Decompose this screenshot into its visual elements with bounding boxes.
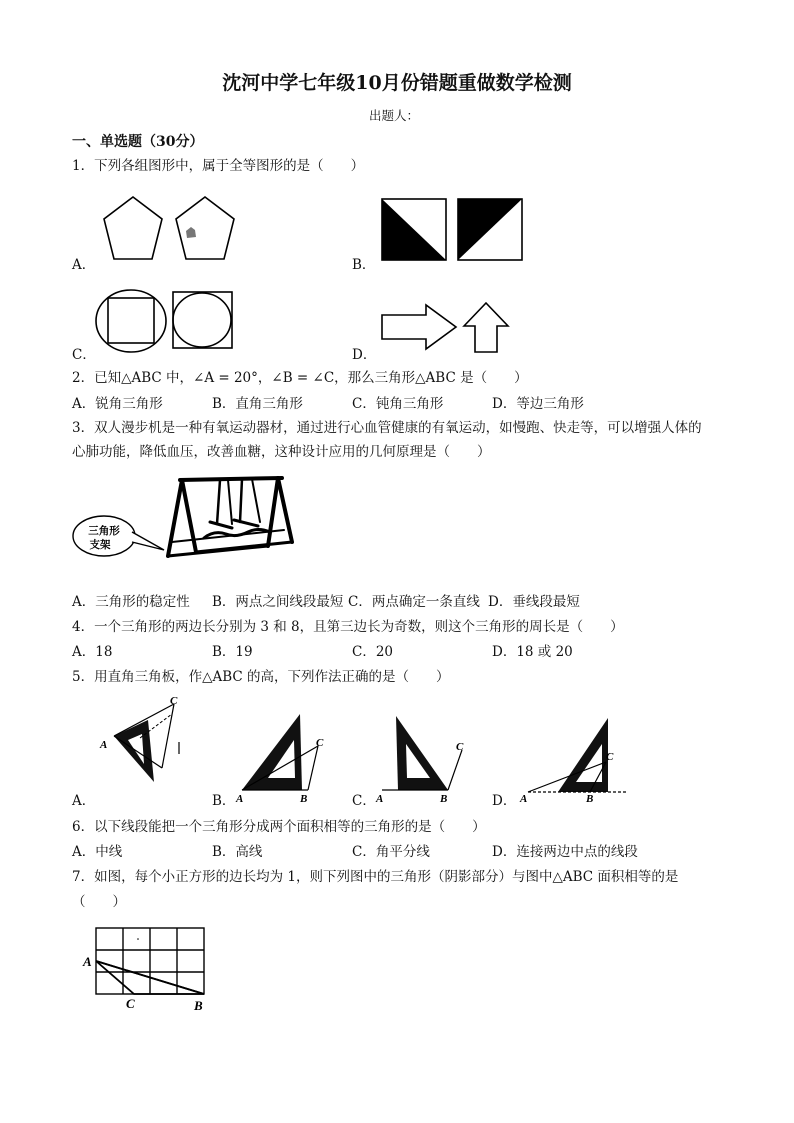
- q1-option-b[interactable]: B．: [352, 257, 376, 273]
- q5c-point-b: B: [440, 793, 448, 805]
- q5-option-c[interactable]: C．: [352, 793, 376, 809]
- q6-option-a[interactable]: A．中线: [72, 844, 123, 860]
- q2-option-a[interactable]: A．锐角三角形: [72, 396, 163, 412]
- q1-figure-d: [381, 300, 516, 356]
- q7-point-c: C: [126, 996, 135, 1011]
- q5-figure-b: [234, 712, 334, 804]
- q5b-point-b: B: [300, 793, 308, 805]
- q5-figure-c: [374, 712, 474, 804]
- q2-stem: 2．已知△ABC 中，∠A = 20°，∠B = ∠C，那么三角形△ABC 是（ ）: [72, 370, 528, 386]
- q3-walker-figure: [72, 472, 302, 572]
- q7-point-b: B: [194, 998, 203, 1013]
- q5c-point-c: C: [456, 741, 464, 753]
- q5a-point-a: A: [100, 739, 108, 751]
- q6-stem: 6．以下线段能把一个三角形分成两个面积相等的三角形的是（ ）: [72, 819, 486, 835]
- q6-option-d[interactable]: D．连接两边中点的线段: [492, 844, 638, 860]
- q3-stem-line2: 心肺功能，降低血压，改善血糖，这种设计应用的几何原理是（ ）: [72, 444, 491, 460]
- q5-figure-a: [96, 695, 186, 790]
- q3-callout-line2: 支架: [89, 540, 111, 551]
- q1-figure-b: [381, 197, 526, 263]
- q5d-point-a: A: [520, 793, 528, 805]
- q1-stem: 1．下列各组图形中，属于全等图形的是（ ）: [72, 158, 365, 174]
- q1-figure-a: [100, 193, 240, 265]
- q5-option-d[interactable]: D．: [492, 793, 517, 809]
- q1-option-a[interactable]: A．: [72, 257, 96, 273]
- q7-grid-figure: [80, 922, 220, 1014]
- q4-option-b[interactable]: B．19: [212, 644, 253, 660]
- q3-option-d[interactable]: D．垂线段最短: [488, 594, 580, 610]
- q3-stem-line1: 3．双人漫步机是一种有氧运动器材，通过进行心血管健康的有氧运动，如慢跑、快走等，可以增强人体的: [72, 420, 702, 436]
- q5b-point-a: A: [236, 793, 244, 805]
- q3-option-c[interactable]: C．两点确定一条直线: [348, 594, 480, 610]
- section-heading: 一、单选题（30分）: [72, 134, 204, 150]
- q6-option-c[interactable]: C．角平分线: [352, 844, 430, 860]
- q7-stem-line2: （ ）: [72, 894, 126, 910]
- q3-callout-line1: 三角形: [88, 526, 120, 537]
- q5a-point-c: C: [170, 695, 178, 707]
- q5-option-b[interactable]: B．: [212, 793, 236, 809]
- q7-point-a: A: [83, 954, 92, 969]
- author-label: 出题人：: [369, 108, 420, 123]
- q3-option-b[interactable]: B．两点之间线段最短: [212, 594, 344, 610]
- q2-option-c[interactable]: C．钝角三角形: [352, 396, 444, 412]
- q2-option-d[interactable]: D．等边三角形: [492, 396, 584, 412]
- q5c-point-a: A: [376, 793, 384, 805]
- page-title: 沈河中学七年级10月份错题重做数学检测: [222, 72, 572, 94]
- q1-figure-c: [96, 289, 236, 353]
- q3-option-a[interactable]: A．三角形的稳定性: [72, 594, 190, 610]
- q4-option-c[interactable]: C．20: [352, 644, 394, 660]
- q5-option-a[interactable]: A．: [72, 793, 96, 809]
- q4-option-a[interactable]: A．18: [72, 644, 113, 660]
- q2-option-b[interactable]: B．直角三角形: [212, 396, 303, 412]
- q5-figure-d: [518, 716, 633, 806]
- q5d-point-c: C: [606, 751, 614, 763]
- q5-stem: 5．用直角三角板，作△ABC 的高，下列作法正确的是（ ）: [72, 669, 450, 685]
- q1-option-d[interactable]: D．: [352, 347, 377, 363]
- q1-option-c[interactable]: C．: [72, 347, 96, 363]
- q7-stem-line1: 7．如图，每个小正方形的边长均为 1，则下列图中的三角形（阴影部分）与图中△ABC 面积相等的是: [72, 869, 679, 885]
- q5b-point-c: C: [316, 737, 324, 749]
- q4-option-d[interactable]: D．18 或 20: [492, 644, 573, 660]
- q5d-point-b: B: [586, 793, 594, 805]
- q4-stem: 4．一个三角形的两边长分别为 3 和 8，且第三边长为奇数，则这个三角形的周长是（ ）: [72, 619, 624, 635]
- q6-option-b[interactable]: B．高线: [212, 844, 263, 860]
